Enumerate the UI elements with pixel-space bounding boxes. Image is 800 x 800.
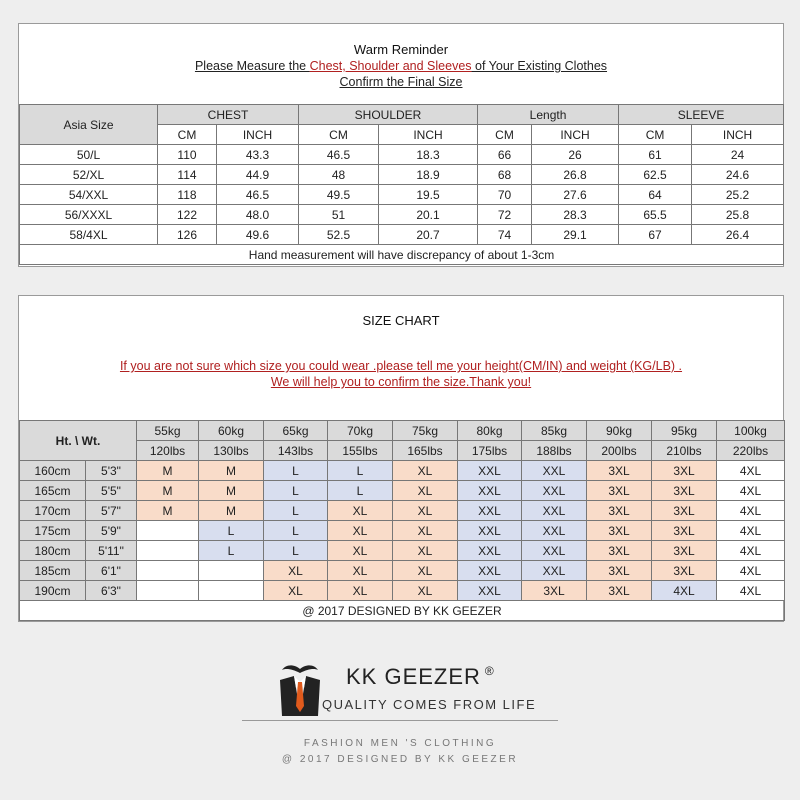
height-ft-cell: 5'9" [86,521,137,541]
measurement-cell: 44.9 [217,165,299,185]
kg-header: 80kg [458,421,522,441]
measurement-cell: 19.5 [379,185,478,205]
kg-header: 70kg [328,421,393,441]
measurement-cell: 24 [692,145,784,165]
lbs-header: 200lbs [587,441,652,461]
height-cm-cell: 160cm [20,461,86,481]
brand-name-text: KK GEEZER [346,664,481,689]
measurement-cell: 49.5 [299,185,379,205]
reminder-text-a: Please Measure the [194,59,310,73]
size-cell: XXL [458,501,522,521]
lbs-header: 165lbs [393,441,458,461]
measurement-cell: 66 [478,145,532,165]
size-chart-row [20,561,785,581]
measurement-cell: 67 [619,225,692,245]
size-cell: XXL [522,521,587,541]
kg-header: 95kg [652,421,717,441]
size-cell: XL [264,561,328,581]
unit-header: CM [158,125,217,145]
kg-header: 55kg [137,421,199,441]
measurement-row [20,165,784,185]
size-label-cell: 50/L [20,145,158,165]
size-cell: L [328,481,393,501]
size-chart-row [20,541,785,561]
unit-header: INCH [217,125,299,145]
measurement-cell: 27.6 [532,185,619,205]
size-cell: L [264,501,328,521]
lbs-header: 130lbs [199,441,264,461]
measurement-cell: 62.5 [619,165,692,185]
size-cell: M [137,481,199,501]
size-cell: 3XL [652,521,717,541]
measurement-cell: 52.5 [299,225,379,245]
size-cell: 3XL [587,481,652,501]
size-cell: 4XL [717,561,785,581]
size-cell: 4XL [717,521,785,541]
size-cell: XL [264,581,328,601]
measurement-cell: 122 [158,205,217,225]
size-cell: 4XL [717,481,785,501]
size-cell: L [328,461,393,481]
brand-name [346,664,495,690]
size-cell: XL [393,581,458,601]
size-cell: XXL [458,541,522,561]
measurement-cell: 26 [532,145,619,165]
unit-header: CM [478,125,532,145]
size-chart-row [20,461,785,481]
lbs-header: 143lbs [264,441,328,461]
measurement-row [20,185,784,205]
size-cell: 3XL [587,561,652,581]
reminder-text-c: of Your Existing Clothes [471,59,608,73]
measurement-cell: 74 [478,225,532,245]
size-chart-footer: @ 2017 DESIGNED BY KK GEEZER [20,601,785,621]
brand-divider [242,720,558,721]
chest-header: CHEST [158,105,299,125]
unit-header: INCH [532,125,619,145]
size-chart-table [19,420,785,621]
reminder-line-2: Confirm the Final Size [339,75,463,89]
size-cell [137,521,199,541]
size-chart-row [20,581,785,601]
size-chart-title: SIZE CHART [362,313,440,328]
height-ft-cell: 5'7" [86,501,137,521]
measurement-cell: 26.8 [532,165,619,185]
size-cell: XXL [458,521,522,541]
size-cell: XXL [458,481,522,501]
size-cell: XL [393,561,458,581]
height-cm-cell: 185cm [20,561,86,581]
measurement-cell: 51 [299,205,379,225]
size-cell: 3XL [652,501,717,521]
size-cell: L [199,521,264,541]
size-chart-row [20,521,785,541]
measurement-cell: 29.1 [532,225,619,245]
height-cm-cell: 165cm [20,481,86,501]
size-cell: XL [393,521,458,541]
measurement-cell: 24.6 [692,165,784,185]
size-cell: XL [328,581,393,601]
measurement-cell: 61 [619,145,692,165]
height-ft-cell: 6'1" [86,561,137,581]
measurement-note: Hand measurement will have discrepancy of about 1-3cm [20,245,784,265]
unit-header: CM [619,125,692,145]
measurement-row [20,205,784,225]
size-cell [137,541,199,561]
lbs-header: 210lbs [652,441,717,461]
kg-header: 100kg [717,421,785,441]
size-cell: 3XL [587,521,652,541]
size-cell: M [137,501,199,521]
height-cm-cell: 190cm [20,581,86,601]
measurement-row [20,145,784,165]
brand-tagline: QUALITY COMES FROM LIFE [322,697,537,712]
kg-header: 75kg [393,421,458,441]
size-cell: 3XL [522,581,587,601]
size-cell: M [199,481,264,501]
height-ft-cell: 5'5" [86,481,137,501]
kg-header: 65kg [264,421,328,441]
size-cell: XXL [522,561,587,581]
height-cm-cell: 175cm [20,521,86,541]
size-label-cell: 54/XXL [20,185,158,205]
brand-subtitle-1: FASHION MEN 'S CLOTHING [303,738,497,749]
size-cell: XL [328,501,393,521]
size-cell: XL [393,481,458,501]
size-cell: 4XL [717,581,785,601]
measurement-cell: 43.3 [217,145,299,165]
size-cell: 4XL [717,461,785,481]
measurement-cell: 26.4 [692,225,784,245]
unit-header: INCH [379,125,478,145]
size-cell: XL [393,461,458,481]
kg-header: 90kg [587,421,652,441]
size-cell: XXL [458,581,522,601]
measurement-cell: 18.3 [379,145,478,165]
size-cell: 3XL [587,581,652,601]
size-cell: 3XL [652,461,717,481]
kg-header: 60kg [199,421,264,441]
gentleman-tie-logo-icon [276,660,324,718]
size-cell: 4XL [717,541,785,561]
measurement-cell: 114 [158,165,217,185]
height-ft-cell: 5'3" [86,461,137,481]
size-cell [199,581,264,601]
size-cell: XXL [522,501,587,521]
reminder-title: Warm Reminder [353,42,449,57]
lbs-header: 155lbs [328,441,393,461]
lbs-header: 188lbs [522,441,587,461]
measurement-cell: 110 [158,145,217,165]
measurement-cell: 25.2 [692,185,784,205]
size-cell: L [264,461,328,481]
measurement-panel [18,23,784,267]
reminder-text-highlight: Chest, Shoulder and Sleeves [309,59,472,73]
height-cm-cell: 170cm [20,501,86,521]
size-cell: L [264,521,328,541]
size-cell: XL [393,541,458,561]
size-cell: 3XL [652,541,717,561]
measurement-cell: 72 [478,205,532,225]
size-chart-row [20,481,785,501]
reminder-line-1 [19,58,783,74]
measurement-cell: 70 [478,185,532,205]
size-cell: 3XL [587,461,652,481]
size-chart-line-2: We will help you to confirm the size.Thank you! [270,375,532,389]
size-cell: XL [328,521,393,541]
length-header: Length [478,105,619,125]
kg-header: 85kg [522,421,587,441]
height-ft-cell: 5'11" [86,541,137,561]
sleeve-header: SLEEVE [619,105,784,125]
measurement-cell: 48.0 [217,205,299,225]
height-ft-cell: 6'3" [86,581,137,601]
size-label-cell: 58/4XL [20,225,158,245]
size-chart-text-highlight: height(CM/IN) and weight (KG/LB) [484,359,676,373]
measurement-row [20,225,784,245]
size-cell [199,561,264,581]
measurement-cell: 49.6 [217,225,299,245]
size-cell: 4XL [652,581,717,601]
brand-subtitle-2: @ 2017 DESIGNED BY KK GEEZER [281,754,519,765]
size-cell: L [264,541,328,561]
size-chart-panel [18,295,784,622]
size-cell: 3XL [587,501,652,521]
size-cell: XXL [522,541,587,561]
size-cell: L [199,541,264,561]
measurement-cell: 118 [158,185,217,205]
measurement-table [19,104,784,265]
size-cell: L [264,481,328,501]
measurement-cell: 65.5 [619,205,692,225]
size-cell: XL [328,561,393,581]
unit-header: INCH [692,125,784,145]
size-cell [137,561,199,581]
lbs-header: 120lbs [137,441,199,461]
size-cell: 3XL [652,481,717,501]
size-cell: XL [393,501,458,521]
size-chart-text-c: . [675,359,683,373]
size-cell: XXL [458,561,522,581]
measurement-cell: 64 [619,185,692,205]
lbs-header: 175lbs [458,441,522,461]
asia-size-header: Asia Size [20,105,158,145]
measurement-cell: 46.5 [217,185,299,205]
measurement-cell: 48 [299,165,379,185]
size-cell [137,581,199,601]
size-chart-text-a: If you are not sure which size you could wear .please tell me your [119,359,485,373]
measurement-cell: 20.1 [379,205,478,225]
measurement-cell: 28.3 [532,205,619,225]
registered-mark: ® [484,664,495,678]
measurement-cell: 18.9 [379,165,478,185]
size-chart-row [20,501,785,521]
size-cell: 3XL [587,541,652,561]
ht-wt-header: Ht. \ Wt. [20,421,137,461]
measurement-cell: 20.7 [379,225,478,245]
measurement-cell: 68 [478,165,532,185]
size-cell: 3XL [652,561,717,581]
measurement-cell: 25.8 [692,205,784,225]
size-cell: XL [328,541,393,561]
measurement-cell: 126 [158,225,217,245]
size-cell: XXL [458,461,522,481]
size-cell: 4XL [717,501,785,521]
size-cell: M [199,461,264,481]
measurement-cell: 46.5 [299,145,379,165]
unit-header: CM [299,125,379,145]
size-label-cell: 52/XL [20,165,158,185]
size-cell: XXL [522,461,587,481]
size-cell: XXL [522,481,587,501]
size-cell: M [199,501,264,521]
shoulder-header: SHOULDER [299,105,478,125]
lbs-header: 220lbs [717,441,785,461]
size-cell: M [137,461,199,481]
height-cm-cell: 180cm [20,541,86,561]
size-chart-line-1 [19,358,783,374]
size-label-cell: 56/XXXL [20,205,158,225]
